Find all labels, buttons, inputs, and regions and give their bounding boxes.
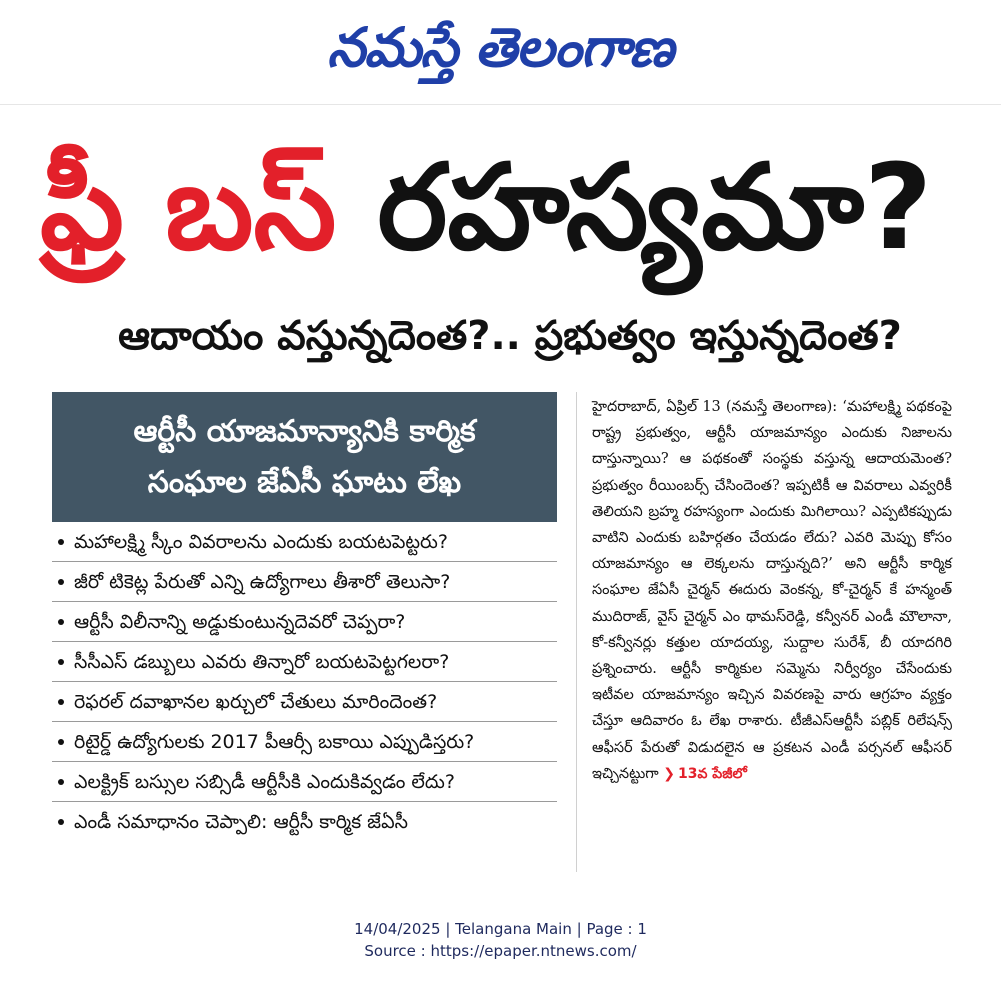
newspaper-logo: నమస్తే తెలంగాణ bbox=[327, 16, 673, 79]
continued-label: 13వ పేజీలో bbox=[678, 765, 747, 782]
bullet-item bbox=[52, 762, 557, 802]
bullet-icon bbox=[58, 539, 64, 545]
headline-black-part: రహస్యమా? bbox=[377, 138, 933, 276]
bullet-item bbox=[52, 602, 557, 642]
article-text: హైదరాబాద్, ఏప్రిల్ 13 (నమస్తే తెలంగాణ): ‘మహాలక్ష్మి పథకంపై రాష్ట్ర ప్రభుత్వం, ఆర్టీసీ యాజమాన్యం ఎందుకు నిజాలను దాస్తున్నాయి? ఆ పథకంతో సంస్థకు వస్తున్న ఆదాయమెంత? ప్రభుత్వం రీయింబర్స్ చేసిందెంత? ఇప్పటికీ ఆ వివరాలు ఎవ్వరికీ తెలియని బ్రహ్మ రహస్యంగా ఎందుకు మిగిలాయి? ఎప్పటికప్పుడు వాటిని ఎందుకు బహిర్గతం చేయడం లేదు? ఎవరి మెప్పు కోసం యాజమాన్యం ఆ లెక్కలను దాస్తున్నది?’ అని ఆర్టీసీ కార్మిక సంఘాల జేఏసీ చైర్మన్ ఈదురు వెంకన్న, కో-చైర్మన్ కే హన్మంత్ ముదిరాజ్, వైస్ చైర్మన్ ఎం థామస్‌రెడ్డి, కన్వీనర్ ఎండీ మౌలానా, కో-కన్వీనర్లు కత్తుల యాదయ్య, సుద్దాల సురేశ్, బీ యాదగిరి ప్రశ్నించారు. ఆర్టీసీ కార్మికుల సమ్మెను నిర్వీర్యం చేసేందుకు ఇటీవల యాజమాన్యం ఇచ్చిన వివరణపై వారు ఆగ్రహం వ్యక్తం చేస్తూ ఆదివారం ఓ లేఖ రాశారు. టీజీఎస్‌ఆర్టీసీ పబ్లిక్ రిలేషన్స్ ఆఫీసర్ పేరుతో విడుదలైన ఆ ప్రకటన ఎండీ పర్సనల్ ఆఫీసర్ ఇచ్చినట్టుగా bbox=[592, 399, 952, 782]
main-headline bbox=[40, 112, 980, 302]
bullet-text: ఎలక్ట్రిక్ బస్సుల సబ్సిడీ ఆర్టీసీకి ఎందుకివ్వడం లేదు? bbox=[74, 771, 455, 793]
bullet-text: జీరో టికెట్ల పేరుతో ఎన్ని ఉద్యోగాలు తీశారో తెలుసా? bbox=[74, 571, 451, 593]
boxed-title bbox=[52, 392, 557, 522]
headline-red-part: ఫ్రీ బస్ bbox=[40, 138, 337, 276]
bullet-item bbox=[52, 802, 557, 842]
bullet-icon bbox=[58, 579, 64, 585]
masthead-divider bbox=[0, 104, 1001, 105]
boxed-title-line1: ఆర్టీసీ యాజమాన్యానికి కార్మిక bbox=[133, 414, 476, 449]
bullet-text: రెఫరల్ దవాఖానల ఖర్చులో చేతులు మారిందెంత? bbox=[74, 691, 438, 713]
bullet-icon bbox=[58, 659, 64, 665]
bullet-icon bbox=[58, 699, 64, 705]
bullet-item bbox=[52, 642, 557, 682]
bullet-icon bbox=[58, 779, 64, 785]
bullet-item bbox=[52, 722, 557, 762]
article-body bbox=[592, 394, 952, 874]
footer-source[interactable]: Source : https://epaper.ntnews.com/ bbox=[364, 942, 637, 960]
sub-headline: ఆదాయం వస్తున్నదెంత?.. ప్రభుత్వం ఇస్తున్నదెంత? bbox=[118, 313, 902, 359]
bullet-icon bbox=[58, 819, 64, 825]
masthead bbox=[0, 0, 1001, 100]
boxed-title-line2: సంఘాల జేఏసీ ఘాటు లేఖ bbox=[147, 465, 462, 500]
bullet-icon bbox=[58, 619, 64, 625]
column-divider bbox=[576, 392, 577, 872]
bullet-list bbox=[52, 522, 557, 842]
bullet-text: ఆర్టీసీ విలీనాన్ని అడ్డుకుంటున్నదెవరో చెప్పరా? bbox=[74, 611, 406, 633]
page-footer bbox=[0, 918, 1001, 962]
continued-link[interactable] bbox=[663, 766, 747, 782]
bullet-text: మహాలక్ష్మి స్కీం వివరాలను ఎందుకు బయటపెట్టరు? bbox=[74, 531, 448, 553]
bullet-item bbox=[52, 682, 557, 722]
bullet-icon bbox=[58, 739, 64, 745]
bullet-text: రిటైర్డ్ ఉద్యోగులకు 2017 పీఆర్సీ బకాయి ఎప్పుడిస్తరు? bbox=[74, 731, 475, 753]
bullet-item bbox=[52, 562, 557, 602]
bullet-item bbox=[52, 522, 557, 562]
footer-edition-info: 14/04/2025 | Telangana Main | Page : 1 bbox=[354, 920, 647, 938]
left-column bbox=[52, 392, 557, 872]
arrow-right-icon: ❯ bbox=[663, 765, 675, 782]
bullet-text: ఎండీ సమాధానం చెప్పాలి: ఆర్టీసీ కార్మిక జేఏసీ bbox=[74, 811, 408, 833]
bullet-text: సీసీఎస్ డబ్బులు ఎవరు తిన్నారో బయటపెట్టగలరా? bbox=[74, 651, 450, 673]
